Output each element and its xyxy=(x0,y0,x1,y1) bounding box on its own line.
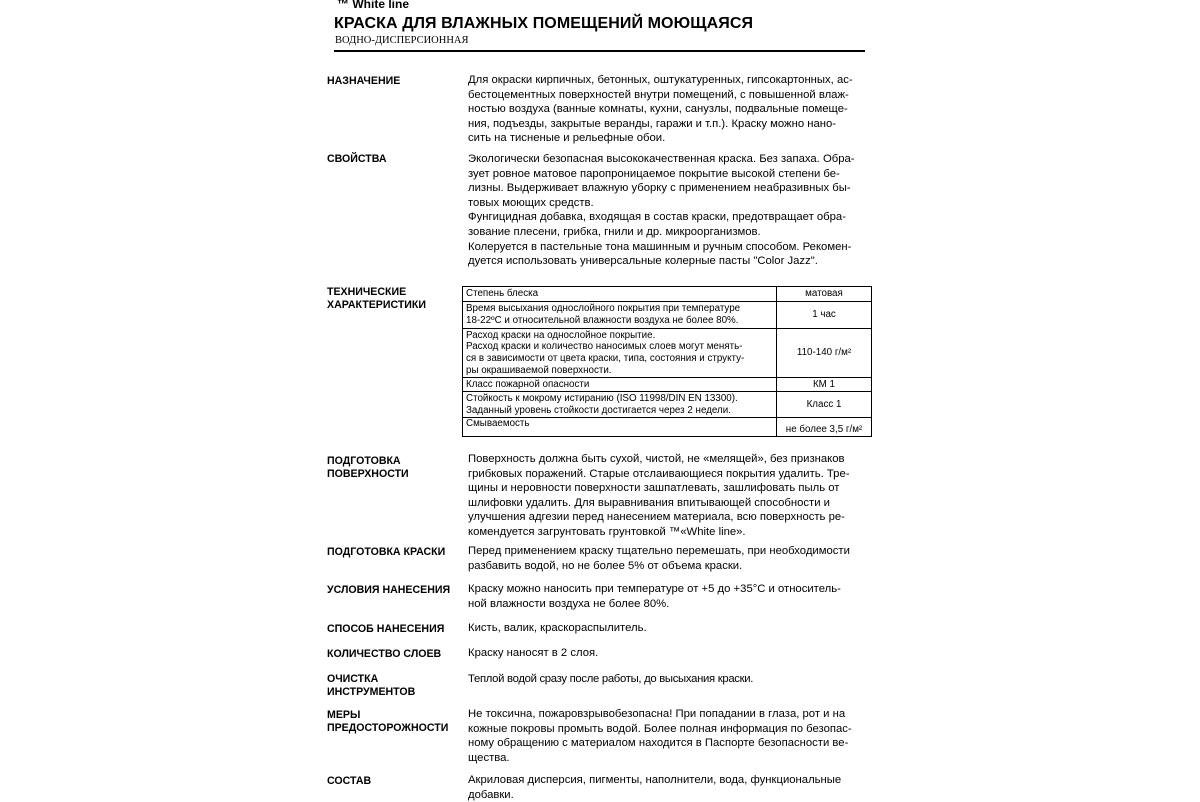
section-text-conditions: Краску можно наносить при температуре от +5 до +35°С и относитель- ной влажности воздуха не более 80%. xyxy=(468,583,841,610)
spec-param: Степень блеска xyxy=(463,287,777,302)
section-label-method: СПОСОБ НАНЕСЕНИЯ xyxy=(327,623,445,635)
section-text-paint-prep: Перед применением краску тщательно перемешать, при необходимости разбавить водой, но не более 5% от объема краски. xyxy=(468,545,850,572)
section-label-surface-prep: ПОДГОТОВКА ПОВЕРХНОСТИ xyxy=(327,455,409,480)
header-rule xyxy=(334,50,865,52)
spec-value: 110-140 г/м² xyxy=(777,329,872,378)
section-label-composition: СОСТАВ xyxy=(327,775,372,787)
spec-param: Класс пожарной опасности xyxy=(463,378,777,392)
document-title: КРАСКА ДЛЯ ВЛАЖНЫХ ПОМЕЩЕНИЙ МОЮЩАЯСЯ xyxy=(334,15,754,32)
table-row xyxy=(463,302,872,329)
table-row xyxy=(463,329,872,378)
spec-value: матовая xyxy=(777,287,872,302)
section-label-paint-prep: ПОДГОТОВКА КРАСКИ xyxy=(327,546,446,558)
brand-mark: ™ White line xyxy=(337,0,409,11)
table-row xyxy=(463,418,872,437)
spec-value: 1 час xyxy=(777,302,872,329)
section-label-cleaning: ОЧИСТКА ИНСТРУМЕНТОВ xyxy=(327,673,416,698)
spec-param: Время высыхания однослойного покрытия при температуре 18-22ºС и относительной влажности воздуха не более 80%. xyxy=(463,302,777,329)
section-text-layers: Краску наносят в 2 слоя. xyxy=(468,647,599,659)
section-label-layers: КОЛИЧЕСТВО СЛОЕВ xyxy=(327,648,442,660)
table-row xyxy=(463,378,872,392)
section-label-properties: СВОЙСТВА xyxy=(327,153,387,165)
section-text-cleaning: Теплой водой сразу после работы, до высыхания краски. xyxy=(468,673,754,685)
spec-value: не более 3,5 г/м² xyxy=(777,418,872,437)
section-text-properties: Экологически безопасная высококачественная краска. Без запаха. Обра- зует ровное матовое паропроницаемое покрытие высокой степени бе- лизны. Выдерживает влажную уборку с применением неабразивных бы- товых моющих средств. Фунгицидная добавка, входящая в состав краски, предотвращает обра- зование плесени, грибка, гнили и др. микроорганизмов. Колеруется в пастельные тона машинным и ручным способом. Рекомен- дуется использовать универсальные колерные пасты "Color Jazz". xyxy=(468,153,855,268)
table-row xyxy=(463,287,872,302)
spec-param: Расход краски на однослойное покрытие. Расход краски и количество наносимых слоев могут менять- ся в зависимости от цвета краски, типа, состояния и структу- ры окрашиваемой поверхности. xyxy=(463,329,777,378)
section-label-conditions: УСЛОВИЯ НАНЕСЕНИЯ xyxy=(327,584,451,596)
section-label-precautions: МЕРЫ ПРЕДОСТОРОЖНОСТИ xyxy=(327,709,449,734)
section-text-purpose: Для окраски кирпичных, бетонных, оштукатуренных, гипсокартонных, ас- бестоцементных поверхностей внутри помещений, с повышенной влаж- ностью воздуха (ванные комнаты, кухни, санузлы, подвальные помеще- ния, подъезды, закрытые веранды, гаражи и т.п.). Краску можно нано- сить на тисненые и рельефные обои. xyxy=(468,74,853,145)
spec-value: Класс 1 xyxy=(777,392,872,418)
spec-param: Стойкость к мокрому истиранию (ISO 11998/DIN EN 13300). Заданный уровень стойкости достигается через 2 недели. xyxy=(463,392,777,418)
section-text-composition: Акриловая дисперсия, пигменты, наполнители, вода, функциональные добавки. xyxy=(468,774,842,801)
section-label-purpose: НАЗНАЧЕНИЕ xyxy=(327,75,401,87)
table-row xyxy=(463,392,872,418)
section-label-specs: ТЕХНИЧЕСКИЕ ХАРАКТЕРИСТИКИ xyxy=(327,286,427,311)
document-subtitle: ВОДНО-ДИСПЕРСИОННАЯ xyxy=(335,35,469,46)
section-text-method: Кисть, валик, краскораспылитель. xyxy=(468,622,647,634)
section-text-surface-prep: Поверхность должна быть сухой, чистой, не «мелящей», без признаков грибковых поражений. Старые отслаивающиеся покрытия удалить. Тре- щины и неровности поверхности зашпатлевать, зашлифовать пыль от шлифовки удалить. Для выравнивания впитывающей способности и улучшения адгезии перед нанесением материала, всю поверхность ре- комендуется загрунтовать грунтовкой ™«White line». xyxy=(468,453,850,538)
spec-param: Смываемость xyxy=(463,418,777,437)
specs-table xyxy=(462,286,872,437)
section-text-precautions: Не токсична, пожаровзрывобезопасна! При попадании в глаза, рот и на кожные покровы промыть водой. Более полная информация по безопас- ному обращению с материалом находится в Паспорте безопасности ве- щества. xyxy=(468,708,852,764)
spec-value: КМ 1 xyxy=(777,378,872,392)
